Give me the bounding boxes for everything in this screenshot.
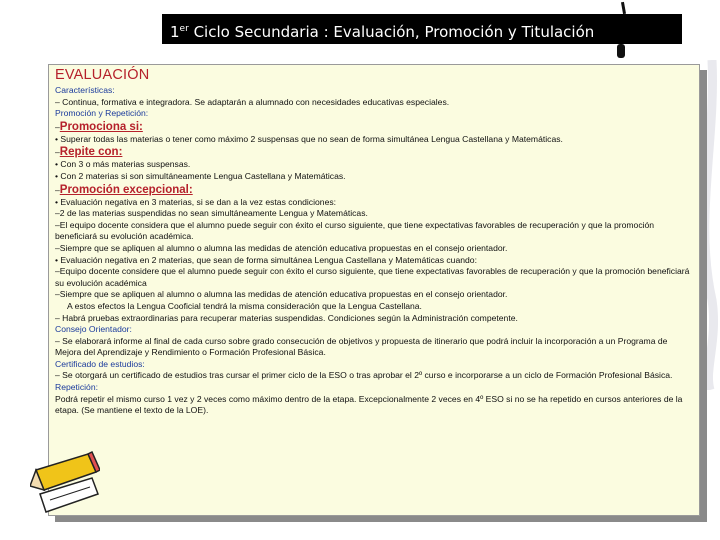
section-heading: EVALUACIÓN (55, 67, 150, 83)
repeticion-text: Podrá repetir el mismo curso 1 vez y 2 veces como máximo dentro de la etapa. Excepcionalmente 2 veces en 4º ESO si no se ha repetido en cursos anteriores de la etapa. (Se mantiene el texto de la LOE). (55, 393, 683, 416)
slide-title (162, 14, 682, 44)
marker-cap-decoration (621, 2, 626, 14)
excepcional-title: Promoción excepcional: (59, 183, 193, 196)
excepcional-item: –2 de las materias suspendidas no sean simultáneamente Lengua y Matemáticas. (55, 208, 368, 219)
marker-decoration (617, 44, 625, 58)
content-panel (48, 64, 700, 516)
caracteristicas-label: Características: (55, 85, 115, 95)
extraordinarias-text: – Habrá pruebas extraordinarias para recuperar materias suspendidas. Condiciones según la Administración competente. (55, 312, 518, 323)
excepcional-prefix: – (55, 184, 60, 195)
promocion-label: Promoción y Repetición: (55, 108, 149, 119)
repite-title: Repite con: (59, 146, 123, 159)
certificado-label: Certificado de estudios: (55, 358, 145, 369)
repite-item: • Con 3 o más materias suspensas. (55, 159, 191, 170)
excepcional-item: –Equipo docente considere que el alumno puede seguir con éxito el curso siguiente, que tiene expectativas favorables de recuperación y que la promoción beneficiará su evolución académica (55, 266, 690, 288)
promociona-heading (55, 120, 693, 134)
repeticion-label: Repetición: (55, 382, 98, 393)
repite-prefix: – (55, 147, 60, 158)
repite-item: • Con 2 materias si son simultáneamente Lengua Castellana y Matemáticas. (55, 170, 346, 181)
excepcional-item: • Evaluación negativa en 2 materias, que sean de forma simultánea Lengua Castellana y Matemáticas cuando: (55, 254, 477, 265)
consejo-label: Consejo Orientador: (55, 324, 132, 335)
excepcional-heading (55, 183, 693, 197)
promociona-item: • Superar todas las materias o tener como máximo 2 suspensas que no sean de forma simultánea Lengua Castellana y Matemáticas. (55, 133, 563, 144)
certificado-text: – Se otorgará un certificado de estudios tras cursar el primer ciclo de la ESO o tras aprobar el 2º curso e incorporarse a un ciclo de Formación Profesional Básica. (55, 370, 673, 381)
title-text: Ciclo Secundaria : Evaluación, Promoción y Titulación (193, 23, 595, 41)
excepcional-item: –Siempre que se apliquen al alumno o alumna las medidas de atención educativa propuestas en el consejo orientador. (55, 289, 508, 300)
pencil-icon (30, 450, 100, 518)
title-ordinal: 1 (170, 23, 180, 41)
promociona-title: Promociona si: (59, 120, 143, 133)
repite-heading (55, 145, 693, 159)
consejo-text: – Se elaborará informe al final de cada curso sobre grado consecución de objetivos y propuesta de itinerario que podrá incluir la incorporación a un Programa de Mejora del Aprendizaje y Rendimiento o Formación Profesional Básica. (55, 335, 668, 358)
excepcional-item: –El equipo docente considera que el alumno puede seguir con éxito el curso siguiente, que tiene expectativas favorables de recuperación y que la promoción beneficiará su evolución académica. (55, 219, 655, 242)
content-body (55, 66, 693, 417)
caracteristicas-text: – Continua, formativa e integradora. Se adaptarán a alumnado con necesidades educativas especiales. (55, 96, 450, 107)
excepcional-item: • Evaluación negativa en 3 materias, si se dan a la vez estas condiciones: (55, 196, 337, 207)
title-ordinal-sup: er (179, 24, 189, 34)
excepcional-item: –Siempre que se apliquen al alumno o alumna las medidas de atención educativa propuestas en el consejo orientador. (55, 242, 508, 253)
cooficial-note: A estos efectos la Lengua Cooficial tendrá la misma consideración que la Lengua Castellana. (67, 300, 422, 311)
promociona-prefix: – (55, 121, 60, 132)
